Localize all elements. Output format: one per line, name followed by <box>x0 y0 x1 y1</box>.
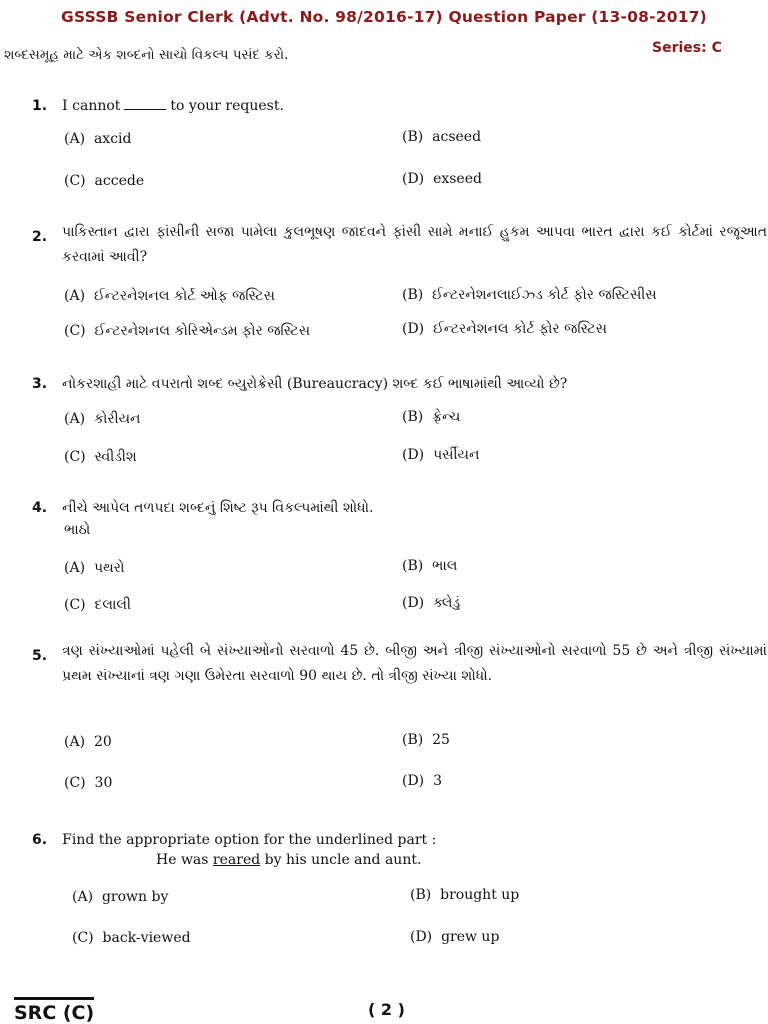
option-c[interactable]: (C) accede <box>64 173 145 189</box>
question-text: Find the appropriate option for the underlined part : <box>62 832 437 848</box>
question-3 <box>32 373 567 392</box>
question-number: 4. <box>32 500 48 516</box>
page-number: ( 2 ) <box>368 1000 405 1019</box>
option-c[interactable]: (C) back-viewed <box>72 930 191 946</box>
option-d[interactable]: (D) grew up <box>410 929 500 945</box>
question-text-after: to your request. <box>170 98 284 114</box>
section-instruction: શબ્દસમૂહ માટે એક શબ્દનો સાચો વિકલ્પ પસંદ કરો. <box>4 47 289 63</box>
option-c[interactable]: (C) ઈન્ટરનેશનલ કોરિએન્ડમ ફોર જસ્ટિસ <box>64 323 311 339</box>
question-subtext: ભાઠો <box>64 522 91 538</box>
question-text: પાકિસ્તાન દ્વારા ફાંસીની સજા પામેલા કુલભૂષણ જાદવને ફાંસી સામે મનાઈ હુકમ આપવા ભારત દ્વારા કઈ કોર્ટમાં રજૂઆત કરવામાં આવી? <box>62 224 767 265</box>
option-b[interactable]: (B) 25 <box>402 732 450 748</box>
paper-title: GSSSB Senior Clerk (Advt. No. 98/2016-17) Question Paper (13-08-2017) <box>61 8 707 26</box>
series-label: Series: C <box>652 40 722 56</box>
answer-blank <box>124 97 166 110</box>
question-number: 6. <box>32 832 48 848</box>
option-d[interactable]: (D) ઈન્ટરનેશનલ કોર્ટ ફોર જસ્ટિસ <box>402 321 607 337</box>
option-b[interactable]: (B) acseed <box>402 129 482 145</box>
question-number: 2. <box>32 229 48 245</box>
footer-code: SRC (C) <box>14 997 94 1024</box>
question-text: નોકરશાહી માટે વપરાતો શબ્દ બ્યુરોક્રેસી (Bureaucracy) શબ્દ કઈ ભાષામાંથી આવ્યો છે? <box>62 376 568 392</box>
option-a[interactable]: (A) ઈન્ટરનેશનલ કોર્ટ ઓફ જસ્ટિસ <box>64 288 275 304</box>
option-c[interactable]: (C) સ્વીડીશ <box>64 449 137 465</box>
option-c[interactable]: (C) 30 <box>64 775 113 791</box>
question-text: નીચે આપેલ તળપદા શબ્દનું શિષ્ટ રૂપ વિકલ્પમાંથી શોધો. <box>62 500 374 516</box>
option-a[interactable]: (A) પથરો <box>64 560 125 576</box>
question-number: 3. <box>32 376 48 392</box>
option-d[interactable]: (D) 3 <box>402 773 442 789</box>
option-c[interactable]: (C) દલાલી <box>64 597 131 613</box>
option-b[interactable]: (B) ઈન્ટરનેશનલાઈઝ્ડ કોર્ટ ફોર જસ્ટિસીસ <box>402 287 657 303</box>
option-d[interactable]: (D) ક્લેડું <box>402 595 461 611</box>
option-b[interactable]: (B) ફ્રેન્ચ <box>402 409 461 425</box>
question-text-before: I cannot <box>62 98 121 114</box>
option-a[interactable]: (A) grown by <box>72 889 169 905</box>
question-number: 1. <box>32 98 48 114</box>
question-number: 5. <box>32 648 48 664</box>
question-sentence: He was reared by his uncle and aunt. <box>156 852 422 868</box>
option-b[interactable]: (B) ભાલ <box>402 558 458 574</box>
question-4 <box>32 497 373 516</box>
option-d[interactable]: (D) પર્સીયન <box>402 447 480 463</box>
option-d[interactable]: (D) exseed <box>402 171 482 187</box>
question-text: ત્રણ સંખ્યાઓમાં પહેલી બે સંખ્યાઓનો સરવાળો 45 છે. બીજી અને ત્રીજી સંખ્યાઓનો સરવાળો 55 છે અને ત્રીજી સંખ્યામાં પ્રથમ સંખ્યાનાં ત્રણ ગણા ઉમેરતા સરવાળો 90 થાય છે. તો ત્રીજી સંખ્યા શોધો. <box>62 643 767 684</box>
question-text <box>62 98 284 114</box>
question-1 <box>32 95 284 114</box>
option-a[interactable]: (A) axcid <box>64 131 132 147</box>
option-b[interactable]: (B) brought up <box>410 887 520 903</box>
question-6 <box>32 829 436 848</box>
option-a[interactable]: (A) કોરીયન <box>64 411 141 427</box>
option-a[interactable]: (A) 20 <box>64 734 112 750</box>
underlined-word: reared <box>212 852 261 868</box>
